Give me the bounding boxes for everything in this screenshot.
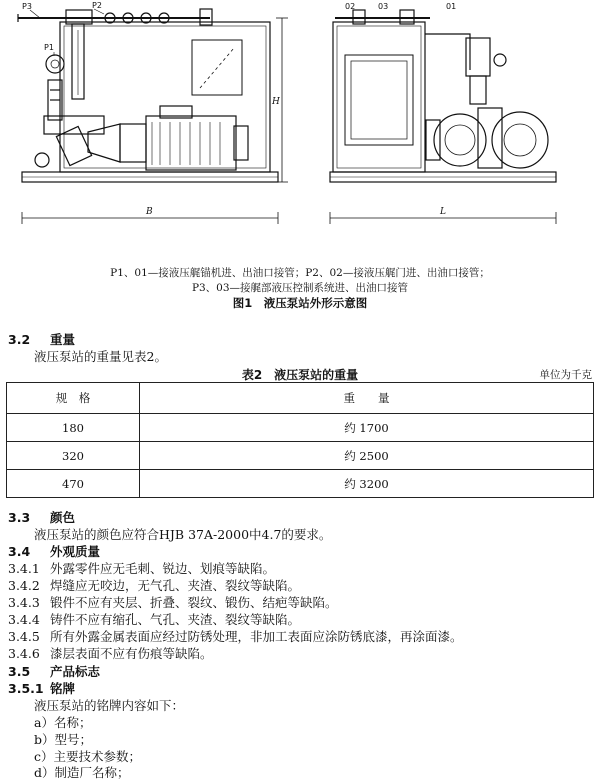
pump-station-drawing [0,0,600,250]
cell-spec: 470 [7,470,140,498]
item-number: 3.4.4 [8,612,40,627]
section-3-3-text: 液压泵站的颜色应符合HJB 37A-2000中4.7的要求。 [34,527,332,542]
section-3-5-1-heading [8,679,75,697]
table-row [7,414,594,442]
figure-title: 图1 液压泵站外形示意图 [232,296,368,310]
section-title: 重量 [50,332,76,347]
figure-caption-line1: P1、01—接液压艉锚机进、出油口接管；P2、02—接液压艉门进、出油口接管； [110,267,490,279]
section-number: 3.5.1 [8,681,44,696]
label-02: 02 [345,2,356,11]
list-item [8,576,300,594]
section-3-2-heading [8,330,75,348]
section-3-3-heading [8,508,75,526]
table-unit: 单位为千克 [539,369,592,381]
cell-weight: 约 2500 [140,442,594,470]
dim-h: H [272,97,280,107]
list-item [8,627,463,645]
header-spec: 规 格 [7,383,140,414]
section-title: 颜色 [50,510,76,525]
table-header-row [7,383,594,414]
nameplate-intro: 液压泵站的铭牌内容如下： [34,698,185,713]
label-03: 03 [378,2,389,11]
item-text: 所有外露金属表面应经过防锈处理，非加工表面应涂防锈底漆，再涂面漆。 [50,629,463,644]
list-item [8,593,338,611]
item-number: 3.4.6 [8,646,40,661]
label-01: 01 [446,2,457,11]
list-item: a）名称； [34,715,92,730]
item-number: 3.4.5 [8,629,40,644]
list-item: c）主要技术参数； [34,749,142,764]
item-text: 焊缝应无咬边，无气孔、夹渣、裂纹等缺陷。 [50,578,301,593]
cell-spec: 180 [7,414,140,442]
list-item [8,644,213,662]
weight-table [6,382,594,498]
item-text: 外露零件应无毛刺、锐边、划痕等缺陷。 [50,561,276,576]
item-number: 3.4.2 [8,578,40,593]
list-item [8,559,275,577]
section-number: 3.4 [8,544,31,559]
item-number: 3.4.1 [8,561,40,576]
cell-spec: 320 [7,442,140,470]
section-number: 3.5 [8,664,31,679]
figure-caption-line2: P3、03—接艉部液压控制系统进、出油口接管 [191,282,409,294]
label-p1: P1 [44,43,54,52]
table-title: 表2 液压泵站的重量 [241,368,359,382]
section-title: 铭牌 [50,681,76,696]
section-3-2-text: 液压泵站的重量见表2。 [34,349,167,364]
table-row [7,470,594,498]
section-title: 产品标志 [50,664,101,679]
list-item [8,610,300,628]
label-p2: P2 [92,1,102,10]
section-number: 3.2 [8,332,31,347]
item-text: 漆层表面不应有伤痕等缺陷。 [50,646,213,661]
label-p3: P3 [22,2,32,11]
cell-weight: 约 3200 [140,470,594,498]
table-row [7,442,594,470]
section-title: 外观质量 [50,544,101,559]
list-item: b）型号； [34,732,93,747]
item-number: 3.4.3 [8,595,40,610]
dim-b: B [146,207,153,217]
item-text: 锻件不应有夹层、折叠、裂纹、锻伤、结疤等缺陷。 [50,595,338,610]
section-number: 3.3 [8,510,31,525]
section-3-5-heading [8,662,100,680]
item-text: 铸件不应有缩孔、气孔、夹渣、裂纹等缺陷。 [50,612,301,627]
list-item: d）制造厂名称； [34,765,130,780]
cell-weight: 约 1700 [140,414,594,442]
header-weight: 重 量 [140,383,594,414]
section-3-4-heading [8,542,100,560]
dim-l: L [440,207,446,217]
